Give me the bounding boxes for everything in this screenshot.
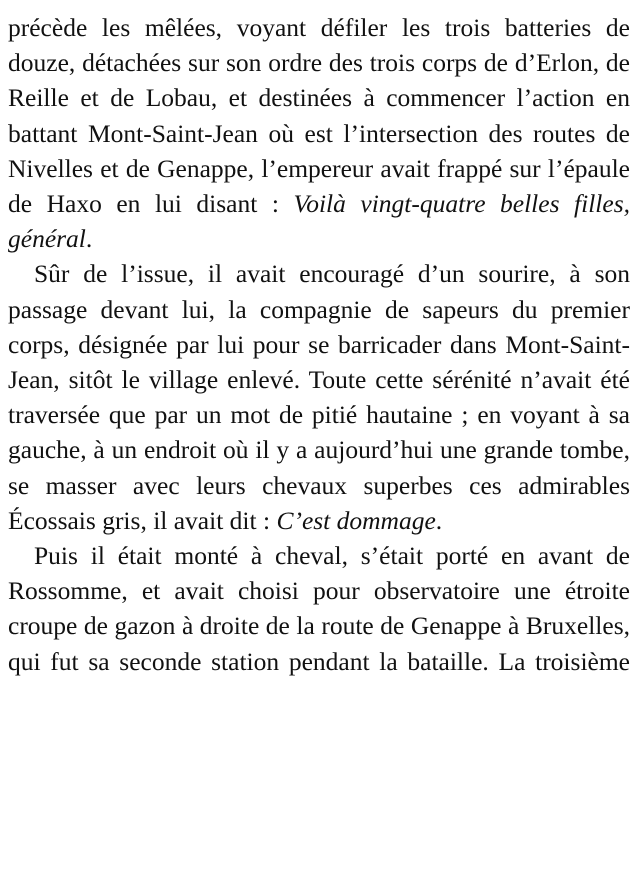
paragraph-punctuation: . (85, 224, 93, 254)
book-page (8, 10, 630, 679)
paragraph-sapeurs (8, 256, 630, 538)
paragraph-continuation (8, 10, 630, 256)
paragraph-rossomme (8, 538, 630, 679)
paragraph-text: Sûr de l’issue, il avait encouragé d’un sourire, à son passage devant lui, la compagnie de sapeurs du premier corps, désignée par lui pour se barricader dans Mont-Saint-Jean, sitôt le village enlevé. Toute cette sérénité n’avait été traversée que par un mot de pitié hautaine ; en voyant à sa gauche, à un endroit où il y a aujourd’hui une grande tombe, se masser avec leurs chevaux superbes ces admirables Écossais gris, il avait dit : (8, 259, 630, 535)
quote-italic: C’est dommage (276, 505, 436, 535)
paragraph-punctuation: . (435, 505, 443, 535)
paragraph-text: Puis il était monté à cheval, s’était porté en avant de Rossomme, et avait choisi pour observatoire une étroite croupe de gazon à droite de la route de Genappe à Bruxelles, qui fut sa seconde station pendant la bataille. La troisième (8, 541, 630, 676)
quote-italic: Voilà vingt-quatre belles filles, général (8, 189, 630, 254)
paragraph-text: précède les mêlées, voyant défiler les trois batteries de douze, détachées sur son ordre des trois corps de d’Erlon, de Reille et de Lobau, et destinées à commencer l’action en battant Mont-Saint-Jean où est l’intersection des routes de Nivelles et de Genappe, l’empereur avait frappé sur l’épaule de Haxo en lui disant : (8, 13, 630, 219)
